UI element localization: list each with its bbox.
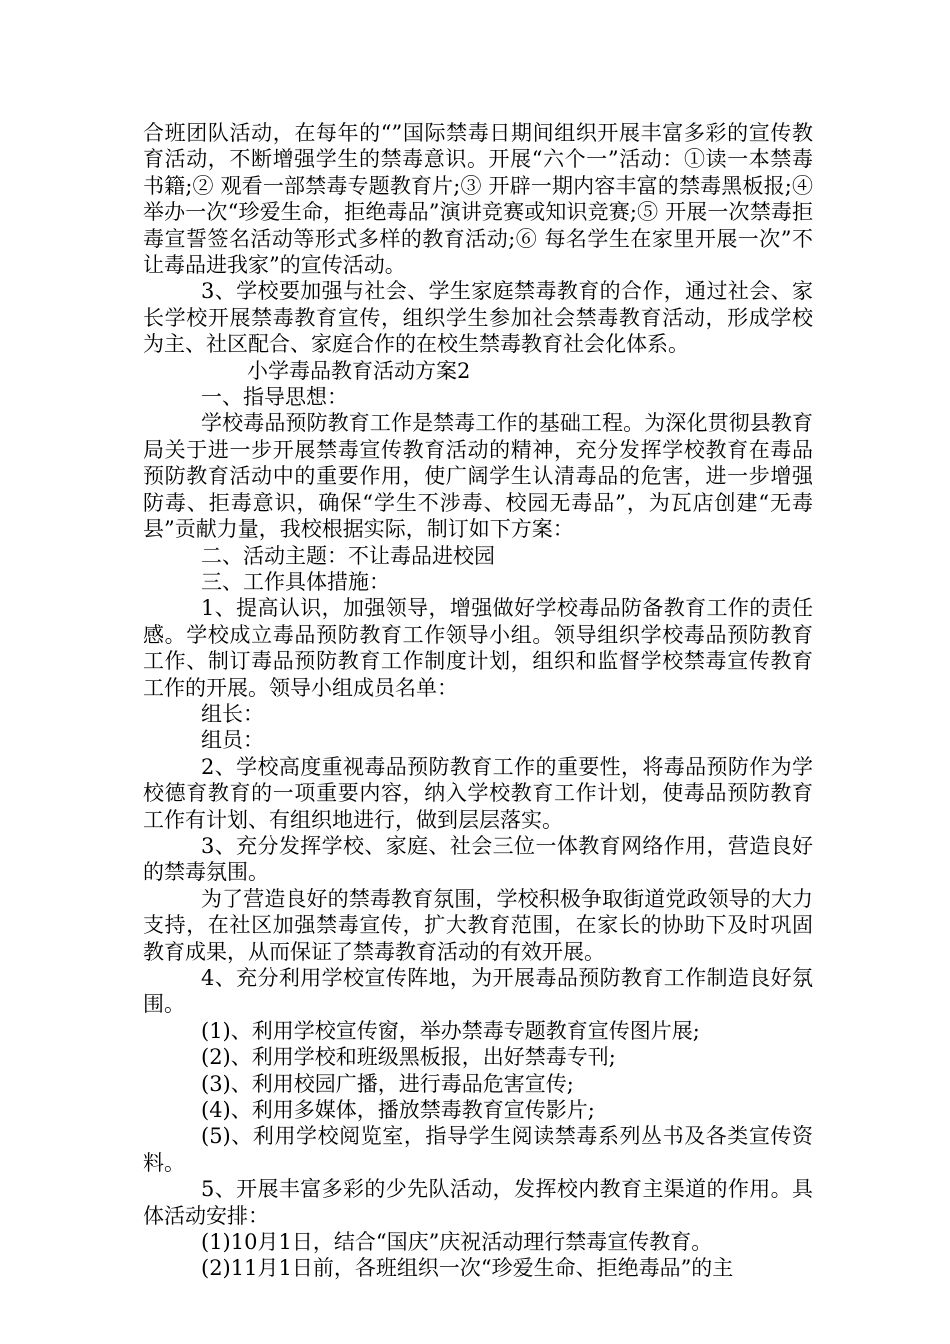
- heading-measures: 三、工作具体措施：: [201, 569, 390, 594]
- paragraph: 3、学校要加强与社会、学生家庭禁毒教育的合作，通过社会、家长学校开展禁毒教育宣传，组织学生参加社会禁毒教育活动，形成学校为主、社区配合、家庭合作的在校生禁毒教育社会化体系。: [143, 279, 813, 357]
- list-item: (2)、利用学校和班级黑板报，出好禁毒专刊;: [201, 1045, 616, 1070]
- paragraph: 5、开展丰富多彩的少先队活动，发挥校内教育主渠道的作用。具体活动安排：: [143, 1177, 813, 1228]
- paragraph: 1、提高认识，加强领导，增强做好学校毒品防备教育工作的责任感。学校成立毒品预防教育工作领导小组。领导组织学校毒品预防教育工作、制订毒品预防教育工作制度计划，组织和监督学校禁毒宣传教育工作的开展。领导小组成员名单：: [143, 596, 813, 700]
- group-members-line: 组员：: [201, 728, 264, 753]
- list-item: (1)、利用学校宣传窗，举办禁毒专题教育宣传图片展;: [201, 1018, 700, 1043]
- list-item: (5)、利用学校阅览室，指导学生阅读禁毒系列丛书及各类宣传资料。: [143, 1124, 813, 1175]
- list-item: (3)、利用校园广播，进行毒品危害宣传;: [201, 1071, 574, 1096]
- section-title: 小学毒品教育活动方案2: [247, 358, 471, 383]
- schedule-item: (1)10月1日，结合“国庆”庆祝活动理行禁毒宣传教育。: [201, 1230, 713, 1255]
- group-leader-line: 组长：: [201, 701, 264, 726]
- paragraph: 合班团队活动，在每年的“”国际禁毒日期间组织开展丰富多彩的宣传教育活动，不断增强学生的禁毒意识。开展“六个一”活动：①读一本禁毒书籍;② 观看一部禁毒专题教育片;③ 开辟一期内容丰富的禁毒黑板报;④ 举办一次“珍爱生命，拒绝毒品”演讲竞赛或知识竞赛;⑤ 开展一次禁毒拒毒宣誓签名活动等形式多样的教育活动;⑥ 每名学生在家里开展一次”不让毒品进我家”的宣传活动。: [143, 121, 813, 278]
- heading-guiding-thought: 一、指导思想：: [201, 385, 348, 410]
- paragraph: 4、充分利用学校宣传阵地，为开展毒品预防教育工作制造良好氛围。: [143, 966, 813, 1017]
- paragraph: 2、学校高度重视毒品预防教育工作的重要性，将毒品预防作为学校德育教育的一项重要内容，纳入学校教育工作计划，使毒品预防教育工作有计划、有组织地进行，做到层层落实。: [143, 754, 813, 832]
- heading-activity-theme: 二、活动主题：不让毒品进校园: [201, 543, 495, 568]
- paragraph: 为了营造良好的禁毒教育氛围，学校积极争取街道党政领导的大力支持，在社区加强禁毒宣传，扩大教育范围，在家长的协助下及时巩固教育成果，从而保证了禁毒教育活动的有效开展。: [143, 886, 813, 964]
- schedule-item: (2)11月1日前，各班组织一次“珍爱生命、拒绝毒品”的主: [201, 1256, 734, 1281]
- list-item: (4)、利用多媒体，播放禁毒教育宣传影片;: [201, 1098, 595, 1123]
- paragraph: 3、充分发挥学校、家庭、社会三位一体教育网络作用，营造良好的禁毒氛围。: [143, 833, 813, 885]
- document-page: [143, 120, 813, 1282]
- paragraph: 学校毒品预防教育工作是禁毒工作的基础工程。为深化贯彻县教育局关于进一步开展禁毒宣传教育活动的精神，充分发挥学校教育在毒品预防教育活动中的重要作用，使广阔学生认清毒品的危害，进一步增强防毒、拒毒意识，确保“学生不涉毒、校园无毒品”，为瓦店创建“无毒县”贡献力量，我校根据实际，制订如下方案：: [143, 411, 813, 542]
